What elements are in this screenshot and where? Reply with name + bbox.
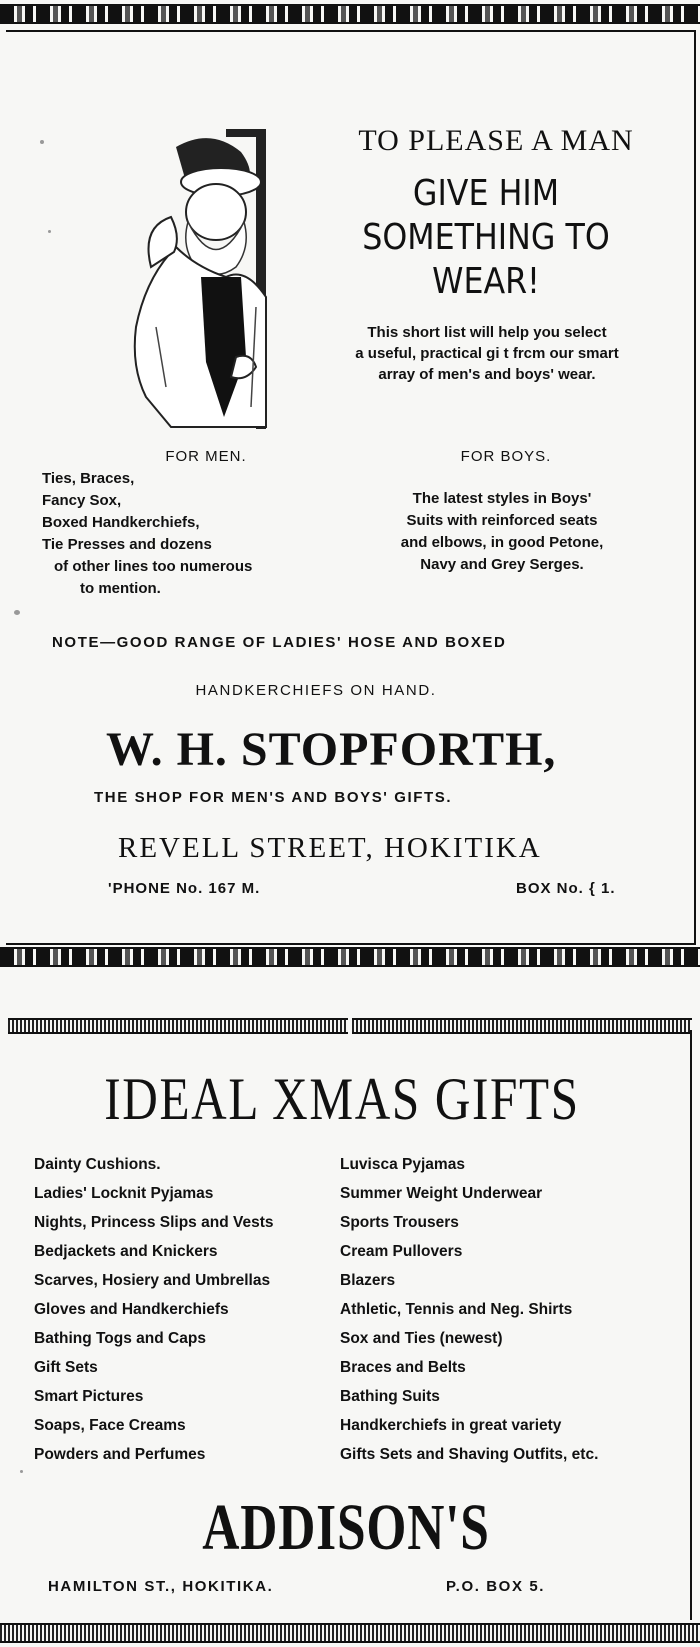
gift-list-right bbox=[340, 1150, 598, 1469]
note-line-1: NOTE—GOOD RANGE OF LADIES' HOSE AND BOXED bbox=[52, 634, 507, 651]
for-boys-heading: FOR BOYS. bbox=[460, 448, 552, 465]
list-item: Sox and Ties (newest) bbox=[340, 1330, 503, 1347]
list-item: Suits with reinforced seats bbox=[406, 512, 598, 529]
print-speck bbox=[14, 610, 20, 615]
list-item: and elbows, in good Petone, bbox=[400, 534, 604, 551]
list-item: Cream Pullovers bbox=[340, 1243, 463, 1260]
bottom-decorative-border bbox=[0, 1623, 700, 1643]
gift-list-left bbox=[34, 1150, 273, 1469]
list-item: Navy and Grey Serges. bbox=[420, 556, 584, 573]
list-item: Nights, Princess Slips and Vests bbox=[34, 1214, 274, 1231]
list-item: Gift Sets bbox=[34, 1359, 98, 1376]
list-item: of other lines too numerous bbox=[54, 558, 253, 575]
stopforth-advertisement bbox=[6, 30, 696, 945]
addison-box-number: P.O. BOX 5. bbox=[446, 1578, 546, 1595]
print-speck bbox=[20, 1470, 23, 1473]
list-item: Soaps, Face Creams bbox=[34, 1417, 186, 1434]
list-item: Boxed Handkerchiefs, bbox=[42, 514, 200, 531]
list-item: Braces and Belts bbox=[340, 1359, 466, 1376]
list-item: Gifts Sets and Shaving Outfits, etc. bbox=[340, 1446, 599, 1463]
santa-illustration bbox=[116, 127, 296, 437]
list-item: Athletic, Tennis and Neg. Shirts bbox=[340, 1301, 573, 1318]
note-line-2: HANDKERCHIEFS ON HAND. bbox=[195, 682, 437, 699]
addison-address: HAMILTON ST., HOKITIKA. bbox=[48, 1578, 274, 1595]
list-item: Gloves and Handkerchiefs bbox=[34, 1301, 229, 1318]
intro-text: This short list will help you select a useful, practical gi t frcm our smart array of men's and boys' wear. bbox=[355, 324, 619, 383]
for-men-heading: FOR MEN. bbox=[165, 448, 247, 465]
addison-shop-name: ADDISON'S bbox=[202, 1491, 490, 1564]
list-item: to mention. bbox=[80, 580, 161, 597]
list-item: Bathing Togs and Caps bbox=[34, 1330, 206, 1347]
print-speck bbox=[48, 230, 51, 233]
list-item: Dainty Cushions. bbox=[34, 1156, 161, 1173]
list-item: Scarves, Hosiery and Umbrellas bbox=[34, 1272, 271, 1289]
for-boys-list bbox=[352, 488, 652, 576]
list-item: Luvisca Pyjamas bbox=[340, 1156, 465, 1173]
top-decorative-border bbox=[0, 4, 700, 24]
headline-small: TO PLEASE A MAN bbox=[358, 124, 634, 157]
stopforth-shop-name: W. H. STOPFORTH, bbox=[106, 723, 557, 776]
list-item: Blazers bbox=[340, 1272, 396, 1289]
stopforth-phone: 'PHONE No. 167 M. bbox=[108, 880, 261, 897]
list-item: Powders and Perfumes bbox=[34, 1446, 206, 1463]
list-item: Handkerchiefs in great variety bbox=[340, 1417, 562, 1434]
addison-advertisement bbox=[6, 1030, 692, 1620]
list-item: Bathing Suits bbox=[340, 1388, 440, 1405]
for-men-list bbox=[42, 468, 252, 600]
stopforth-box-number: BOX No. { 1. bbox=[516, 880, 616, 897]
list-item: Ties, Braces, bbox=[42, 470, 135, 487]
list-item: Bedjackets and Knickers bbox=[34, 1243, 218, 1260]
list-item: Sports Trousers bbox=[340, 1214, 459, 1231]
list-item: Summer Weight Underwear bbox=[340, 1185, 543, 1202]
list-item: Tie Presses and dozens bbox=[42, 536, 212, 553]
addison-title: IDEAL XMAS GIFTS bbox=[104, 1066, 580, 1132]
headline-big: GIVE HIM SOMETHING TO WEAR! bbox=[362, 173, 610, 302]
print-speck bbox=[40, 140, 44, 144]
middle-decorative-border bbox=[0, 947, 700, 967]
stopforth-address: REVELL STREET, HOKITIKA bbox=[118, 832, 542, 864]
list-item: Fancy Sox, bbox=[42, 492, 122, 509]
stopforth-tagline: THE SHOP FOR MEN'S AND BOYS' GIFTS. bbox=[94, 789, 453, 806]
list-item: Ladies' Locknit Pyjamas bbox=[34, 1185, 214, 1202]
list-item: The latest styles in Boys' bbox=[412, 490, 592, 507]
list-item: Smart Pictures bbox=[34, 1388, 144, 1405]
